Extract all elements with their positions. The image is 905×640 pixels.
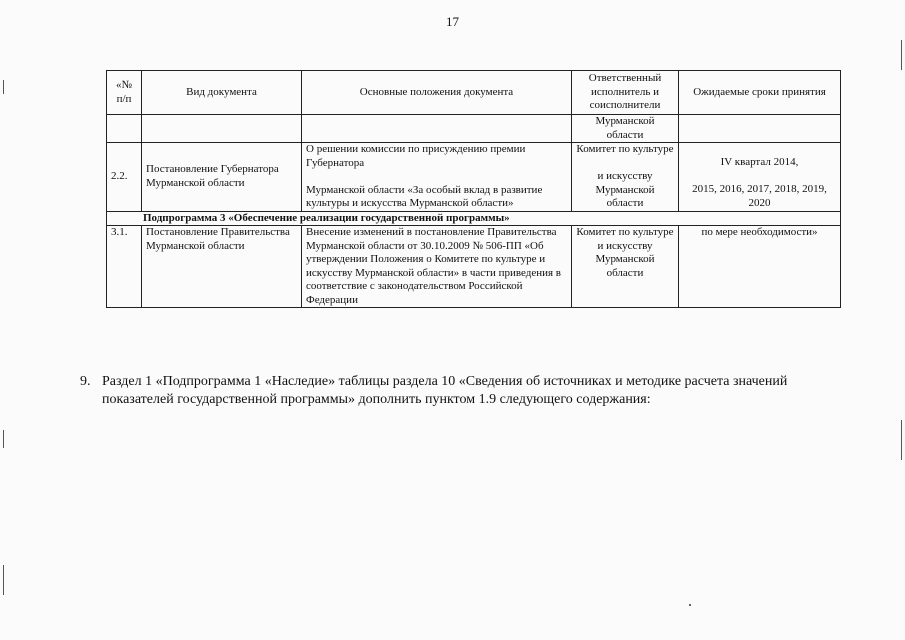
row-22-content-b: Мурманской области «За особый вклад в развитие культуры и искусства Мурманской области» xyxy=(306,183,543,209)
row-22-responsible-b: и искусству Мурманской области xyxy=(595,170,655,209)
row-22-content xyxy=(302,143,572,212)
row-22-type: Постановление Губернатора Мурманской области xyxy=(142,143,302,212)
row-31-type: Постановление Правительства Мурманской области xyxy=(142,226,302,308)
header-content: Основные положения документа xyxy=(302,71,572,115)
scan-edge-mark xyxy=(901,420,902,460)
row-22-content-a: О решении комиссии по присуждению премии Губернатора xyxy=(306,143,526,169)
table-row xyxy=(107,143,841,212)
table-row xyxy=(107,115,841,143)
row-22-num: 2.2. xyxy=(107,143,142,212)
scan-dot xyxy=(689,604,691,606)
table-row xyxy=(107,226,841,308)
scan-edge-mark xyxy=(901,40,902,70)
row-22-dates-a: IV квартал 2014, xyxy=(720,156,799,168)
header-num: «№ п/п xyxy=(107,71,142,115)
table-header-row xyxy=(107,71,841,115)
row-31-content: Внесение изменений в постановление Правительства Мурманской области от 30.10.2009 № 506-ПП «Об утверждении Положения о Комитете по культуре и искусству Мурманской области» в части приведения в соответствие с законодательством Российской Федерации xyxy=(302,226,572,308)
row-31-num: 3.1. xyxy=(107,226,142,308)
row-22-dates xyxy=(679,143,841,212)
document-table xyxy=(106,70,841,308)
subprogram-title: Подпрограмма 3 «Обеспечение реализации государственной программы» xyxy=(107,211,841,226)
page-number: 17 xyxy=(446,14,459,29)
row-22-responsible xyxy=(572,143,679,212)
clause-9 xyxy=(80,373,850,409)
clause-number: 9. xyxy=(80,374,91,389)
scan-edge-mark xyxy=(3,80,4,94)
subprogram-row xyxy=(107,211,841,226)
row-31-responsible: Комитет по культуре и искусству Мурманской области xyxy=(572,226,679,308)
header-responsible: Ответственный исполнитель и соисполнители xyxy=(572,71,679,115)
row-cont-responsible: Мурманской области xyxy=(572,115,679,143)
header-dates: Ожидаемые сроки принятия xyxy=(679,71,841,115)
header-type: Вид документа xyxy=(142,71,302,115)
scan-edge-mark xyxy=(3,565,4,595)
scan-edge-mark xyxy=(3,430,4,448)
clause-text: Раздел 1 «Подпрограмма 1 «Наследие» таблицы раздела 10 «Сведения об источниках и методике расчета значений показателей государственной программы» дополнить пунктом 1.9 следующего содержания: xyxy=(102,374,788,407)
row-22-dates-b: 2015, 2016, 2017, 2018, 2019, 2020 xyxy=(692,183,827,209)
row-31-dates: по мере необходимости» xyxy=(679,226,841,308)
row-22-responsible-a: Комитет по культуре xyxy=(576,143,674,155)
